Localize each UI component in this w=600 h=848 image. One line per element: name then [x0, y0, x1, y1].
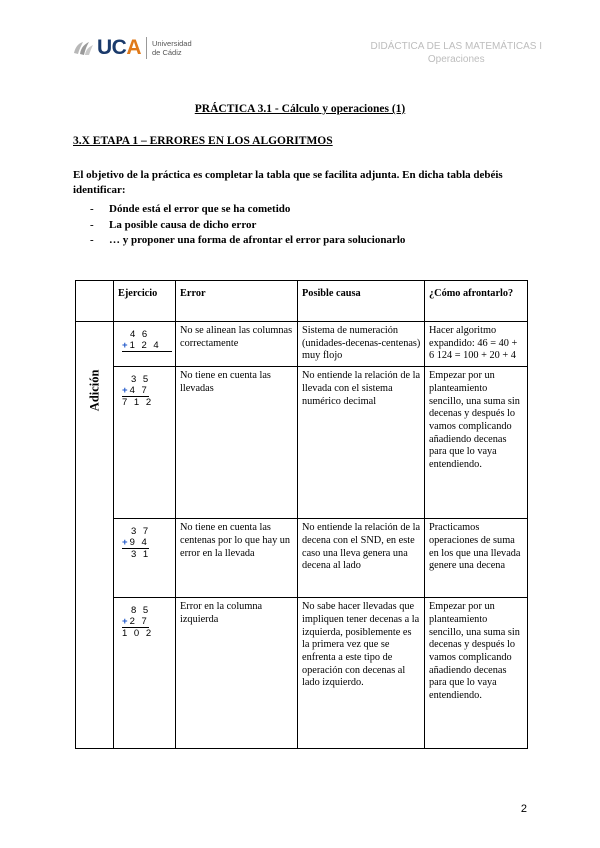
fix-cell: Practicamos operaciones de suma en los que una llevada genere una decena	[425, 519, 528, 598]
university-logo	[72, 36, 192, 60]
error-cell: Error en la columna izquierda	[176, 598, 298, 749]
table-row	[76, 322, 528, 367]
written-operation	[122, 374, 172, 408]
logo-sub-line-2: de Cádiz	[152, 48, 182, 57]
course-name: DIDÁCTICA DE LAS MATEMÁTICAS I	[370, 41, 542, 52]
page-number: 2	[520, 803, 527, 815]
errors-table	[75, 280, 528, 749]
instruction-list	[90, 202, 405, 249]
row-group-label: Adición	[87, 369, 102, 412]
section-heading: 3.X ETAPA 1 – ERRORES EN LOS ALGORITMOS	[73, 135, 333, 147]
course-topic: Operaciones	[427, 54, 485, 65]
plus-sign: +	[122, 385, 130, 397]
error-cell: No se alinean las columnas correctamente	[176, 322, 298, 367]
header-cell: ¿Cómo afrontarlo?	[425, 281, 528, 322]
plus-sign: +	[122, 616, 130, 628]
operand-1: 8 5	[131, 605, 151, 617]
cause-cell: Sistema de numeración (unidades-decenas-centenas) muy flojo	[298, 322, 425, 367]
exercise-cell	[114, 322, 176, 367]
header-cell: Error	[176, 281, 298, 322]
operand-1: 3 5	[131, 374, 151, 386]
logo-wordmark: UCA	[97, 36, 142, 59]
header-cell: Posible causa	[298, 281, 425, 322]
list-item: - Dónde está el error que se ha cometido	[90, 202, 405, 218]
result: 1 0 2	[122, 628, 154, 640]
operand-1: 3 7	[131, 526, 151, 538]
header-cell: Ejercicio	[114, 281, 176, 322]
intro-paragraph: El objetivo de la práctica es completar la tabla que se facilita adjunta. En dicha tabla debéis identificar:	[73, 169, 503, 196]
fix-cell: Empezar por un planteamiento sencillo, una suma sin decenas y después lo vamos complicando añadiendo decenas para que lo vaya entendiendo.	[425, 367, 528, 519]
table-header-row	[76, 281, 528, 322]
exercise-cell	[114, 598, 176, 749]
plus-sign: +	[122, 537, 130, 549]
operand-1: 4 6	[130, 329, 150, 340]
page-header	[72, 36, 542, 76]
course-header	[370, 40, 542, 66]
logo-sub-line-1: Universidad	[152, 39, 192, 48]
list-item: - … y proponer una forma de afrontar el error para solucionarlo	[90, 233, 405, 249]
header-cell-empty	[76, 281, 114, 322]
cause-cell: No entiende la relación de la llevada con el sistema numérico decimal	[298, 367, 425, 519]
operand-2: +4 7	[122, 385, 149, 397]
exercise-cell	[114, 519, 176, 598]
uca-emblem-icon	[72, 39, 94, 57]
fix-cell: Hacer algoritmo expandido: 46 = 40 + 6 124 = 100 + 20 + 4	[425, 322, 528, 367]
list-item: - La posible causa de dicho error	[90, 218, 405, 234]
logo-divider	[146, 37, 147, 59]
written-operation	[122, 605, 172, 639]
operand-2: +1 2 4	[122, 340, 172, 352]
written-operation	[122, 526, 172, 560]
exercise-cell	[114, 367, 176, 519]
result: 7 1 2	[122, 397, 154, 409]
table-row	[76, 519, 528, 598]
written-operation	[122, 329, 172, 352]
page-title: PRÁCTICA 3.1 - Cálculo y operaciones (1)	[194, 103, 406, 115]
table-row	[76, 598, 528, 749]
cause-cell: No sabe hacer llevadas que impliquen tener decenas a la izquierda, posiblemente es la primera vez que se enfrenta a este tipo de operación con decenas al lado izquierdo.	[298, 598, 425, 749]
operand-2: +2 7	[122, 616, 149, 628]
table-row	[76, 367, 528, 519]
result: 3 1	[131, 549, 151, 561]
operand-2: +9 4	[122, 537, 149, 549]
error-cell: No tiene en cuenta las centenas por lo que hay un error en la llevada	[176, 519, 298, 598]
cause-cell: No entiende la relación de la decena con el SND, en este caso una lleva genera una decena al lado	[298, 519, 425, 598]
plus-sign: +	[122, 340, 130, 351]
row-group-label-cell	[76, 322, 114, 749]
logo-subtext	[152, 39, 192, 57]
fix-cell: Empezar por un planteamiento sencillo, una suma sin decenas y después lo vamos complicando añadiendo decenas para que lo vaya entendiendo.	[425, 598, 528, 749]
error-cell: No tiene en cuenta las llevadas	[176, 367, 298, 519]
